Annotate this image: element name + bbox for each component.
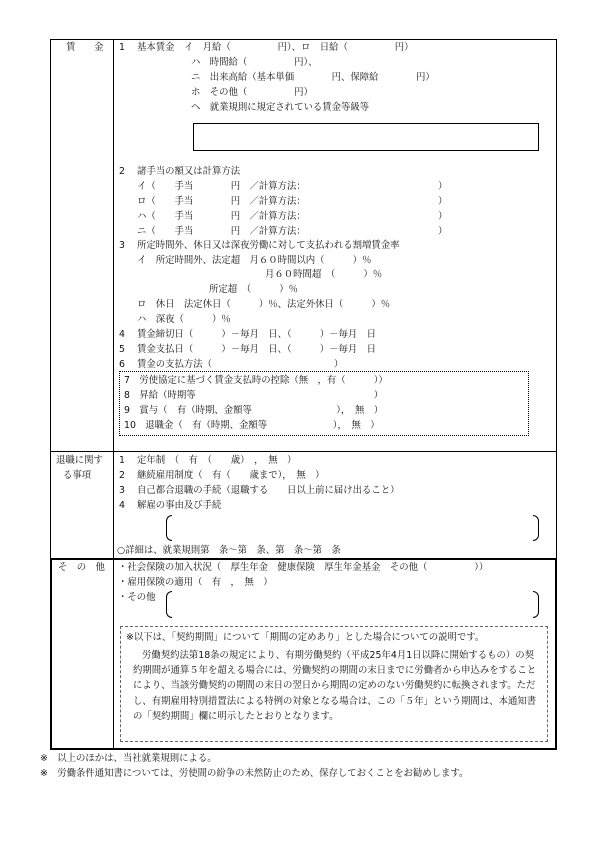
wage-item-1-num: 1 bbox=[119, 42, 125, 53]
allowance-ro-close: ） bbox=[438, 196, 448, 207]
premium-holiday: ロ 休日 法定休日（ ）％、法定外休日（ ）％ bbox=[137, 299, 391, 310]
dismissal-bracket-right bbox=[533, 515, 539, 541]
wage-retirement-allowance: 10 退職金（ 有（時期、金額等 ）， 無 ） bbox=[124, 420, 380, 431]
table-top-border bbox=[50, 39, 557, 40]
other-label-divider bbox=[113, 558, 114, 750]
premium-night: ハ 深夜（ ）％ bbox=[137, 314, 231, 325]
retire-item-1-num: 1 bbox=[119, 455, 125, 466]
wage-item-4-num: 4 bbox=[119, 329, 125, 340]
wage-item-3-title: 所定時間外、休日又は深夜労働に対して支払われる割増賃金率 bbox=[137, 240, 400, 251]
retire-header-line2: る事項 bbox=[63, 470, 92, 481]
wage-item-2-title: 諸手当の額又は計算方法 bbox=[137, 166, 241, 177]
dismissal-bracket-left bbox=[166, 515, 172, 541]
retire-age-limit: 定年制 （ 有 （ 歳） ， 無 ） bbox=[137, 455, 297, 466]
wage-item-1-basic: 基本賃金 イ 月給（ 円）、ロ 日給（ 円） bbox=[137, 42, 414, 53]
wage-item-1-piece: ニ 出来高給（基本単価 円、保障給 円） bbox=[191, 72, 435, 83]
retire-voluntary-procedure: 自己都合退職の手続（退職する 日以上前に届け出ること） bbox=[137, 485, 400, 496]
footer-note-1: ※ 以上のほかは、当社就業規則による。 bbox=[40, 753, 217, 764]
other-misc: ・その他 bbox=[118, 592, 156, 603]
wage-header: 賃 金 bbox=[66, 42, 104, 53]
wage-item-1-other: ホ その他（ 円） bbox=[191, 87, 313, 98]
retire-continued-employment: 継続雇用制度（ 有（ 歳まで）， 無 ） bbox=[137, 470, 325, 481]
wage-item-2-num: 2 bbox=[119, 166, 125, 177]
wage-raise: 8 昇給（時期等 ） bbox=[124, 390, 384, 401]
contract-note-heading: ※以下は、「契約期間」について「期間の定めあり」とした場合についての説明です。 bbox=[126, 632, 485, 643]
wage-bonus: 9 賞与（ 有（時期、金額等 ）， 無 ） bbox=[124, 405, 384, 416]
wage-retire-divider bbox=[50, 451, 557, 452]
premium-scheduled-over: 所定超 （ ）％ bbox=[209, 284, 299, 295]
wage-item-6-num: 6 bbox=[119, 359, 125, 370]
wage-pay-method: 賃金の支払方法（ ） bbox=[137, 359, 344, 370]
contract-note-body: 労働契約法第18条の規定により、有期労働契約（平成25年4月1日以降に開始するもの）の契約期間が通算５年を超える場合には、労働契約の期間の末日までに労働者から申込みをすることにより、当該労働契約の期間の末日の翌日から期間の定めのない労働契約に転換されます。ただし、有期雇用特別措置法による特例の対象となる場合は、この「５年」という期間は、本通知書の「契約期間」欄に明示したとおりとなります。 bbox=[133, 650, 537, 722]
table-left-border bbox=[50, 39, 51, 558]
retire-dismissal: 解雇の事由及び手続 bbox=[137, 500, 222, 511]
wage-deduction: 7 労使協定に基づく賃金支払時の控除（無 ，有（ ）） bbox=[124, 375, 388, 386]
table-right-border bbox=[556, 39, 557, 558]
other-social-insurance: ・社会保険の加入状況（ 厚生年金 健康保険 厚生年金基金 その他（ ）） bbox=[118, 562, 489, 573]
allowance-ni-close: ） bbox=[438, 226, 448, 237]
wage-cutoff-date: 賃金締切日（ ）－毎月 日、（ ）－毎月 日 bbox=[137, 329, 377, 340]
wage-item-5-num: 5 bbox=[119, 344, 125, 355]
other-bracket-left bbox=[166, 591, 172, 618]
allowance-i: イ（ 手当 円 ／計算方法： bbox=[137, 181, 306, 192]
allowance-i-close: ） bbox=[438, 181, 448, 192]
allowance-ha: ハ（ 手当 円 ／計算方法： bbox=[137, 211, 306, 222]
other-header: そ の 他 bbox=[58, 562, 105, 573]
other-employment-insurance: ・雇用保険の適用（ 有 ， 無 ） bbox=[118, 577, 273, 588]
premium-overtime-60-over: 月６０時間超 （ ）％ bbox=[265, 269, 383, 280]
allowance-ni: ニ（ 手当 円 ／計算方法： bbox=[137, 226, 306, 237]
premium-overtime-60-within: イ 所定時間外、法定超 月６０時間以内（ ）％ bbox=[137, 255, 372, 266]
retire-item-3-num: 3 bbox=[119, 485, 125, 496]
wage-item-3-num: 3 bbox=[119, 240, 125, 251]
footer-note-2: ※ 労働条件通知書については、労使間の紛争の未然防止のため、保存しておくことをお勧めします。 bbox=[40, 768, 469, 779]
other-bracket-right bbox=[533, 591, 539, 618]
retire-header-line1: 退職に関す bbox=[56, 455, 103, 466]
wage-pay-date: 賃金支払日（ ）－毎月 日、（ ）－毎月 日 bbox=[137, 344, 377, 355]
wage-item-1-grade: ヘ 就業規則に規定されている賃金等級等 bbox=[191, 102, 370, 113]
wage-item-1-hourly: ハ 時間給（ 円）、 bbox=[191, 57, 318, 68]
retire-item-2-num: 2 bbox=[119, 470, 125, 481]
retire-item-4-num: 4 bbox=[119, 500, 125, 511]
allowance-ro: ロ（ 手当 円 ／計算方法： bbox=[137, 196, 306, 207]
wage-grade-input-box[interactable] bbox=[193, 123, 539, 151]
label-column-divider bbox=[113, 39, 114, 558]
allowance-ha-close: ） bbox=[438, 211, 448, 222]
retire-detail-reference: ○詳細は、就業規則第 条～第 条、第 条～第 条 bbox=[117, 545, 341, 556]
